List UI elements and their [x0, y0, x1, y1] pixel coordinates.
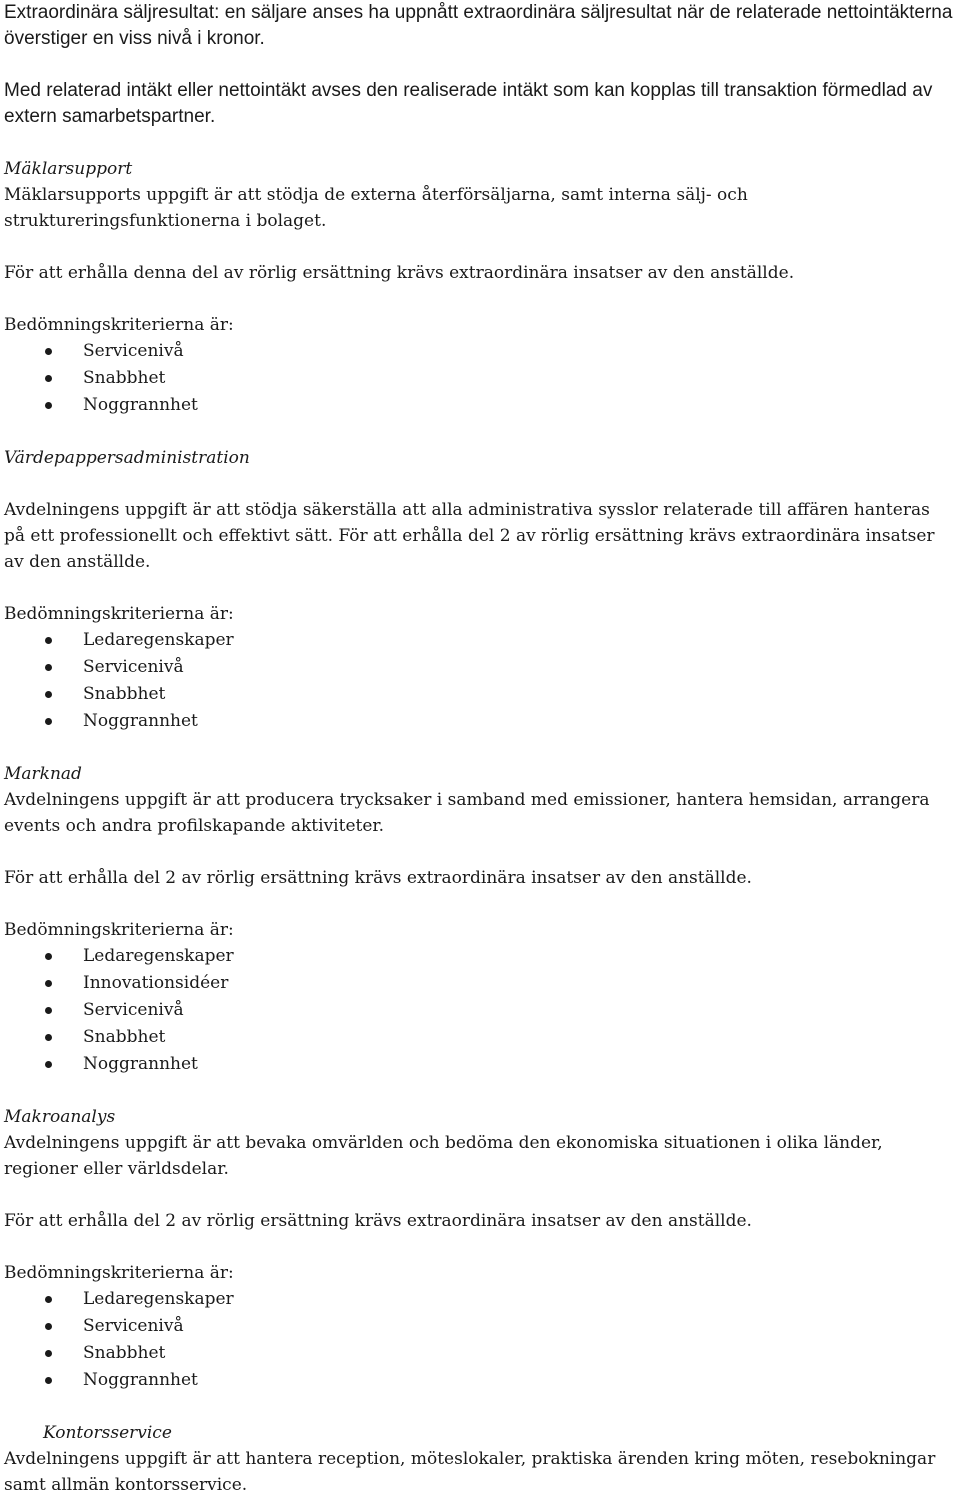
- criteria-item: Snabbhet: [4, 365, 956, 392]
- criteria-label: Bedömningskriterierna är:: [4, 604, 234, 624]
- criteria-item: Noggrannhet: [4, 392, 956, 419]
- criteria-item: Ledaregenskaper: [4, 627, 956, 654]
- criteria-item: Servicenivå: [4, 1313, 956, 1340]
- section-body: Avdelningens uppgift är att hantera reception, möteslokaler, praktiska ärenden kring möten, resebokningar samt allmän kontorsservice.: [4, 1449, 936, 1495]
- section-maklarsupport: [4, 156, 956, 419]
- criteria-item: Innovationsidéer: [4, 970, 956, 997]
- criteria-label: Bedömningskriterierna är:: [4, 920, 234, 940]
- criteria-item: Servicenivå: [4, 338, 956, 365]
- section-body: Mäklarsupports uppgift är att stödja de externa återförsäljarna, samt interna sälj- och struktureringsfunktionerna i bolaget.: [4, 185, 748, 231]
- section-heading: Värdepappersadministration: [4, 448, 250, 468]
- criteria-item: Servicenivå: [4, 654, 956, 681]
- section-requirement: För att erhålla del 2 av rörlig ersättning krävs extraordinära insatser av den anställde.: [4, 1211, 752, 1231]
- criteria-item: Noggrannhet: [4, 708, 956, 735]
- section-heading: Marknad: [4, 764, 82, 784]
- criteria-item: Servicenivå: [4, 997, 956, 1024]
- section-requirement: För att erhålla del 2 av rörlig ersättning krävs extraordinära insatser av den anställde.: [4, 868, 752, 888]
- criteria-list: [4, 627, 956, 735]
- criteria-list: [4, 338, 956, 419]
- intro-paragraph-2: Med relaterad intäkt eller nettointäkt avses den realiserade intäkt som kan kopplas till transaktion förmedlad av extern samarbetspartner.: [4, 80, 933, 127]
- section-kontorsservice: [4, 1420, 956, 1498]
- criteria-label: Bedömningskriterierna är:: [4, 1263, 234, 1283]
- criteria-list: [4, 1286, 956, 1394]
- section-body: Avdelningens uppgift är att bevaka omvärlden och bedöma den ekonomiska situationen i olika länder, regioner eller världsdelar.: [4, 1133, 883, 1179]
- criteria-item: Noggrannhet: [4, 1051, 956, 1078]
- section-makroanalys: [4, 1104, 956, 1394]
- section-marknad: [4, 761, 956, 1078]
- criteria-item: Ledaregenskaper: [4, 1286, 956, 1313]
- document-page: [4, 0, 956, 1498]
- criteria-list: [4, 943, 956, 1078]
- criteria-item: Snabbhet: [4, 1024, 956, 1051]
- intro-paragraph-1: Extraordinära säljresultat: en säljare anses ha uppnått extraordinära säljresultat när de relaterade nettointäkterna överstiger en viss nivå i kronor.: [4, 2, 953, 49]
- section-heading: Makroanalys: [4, 1107, 116, 1127]
- section-body: Avdelningens uppgift är att producera trycksaker i samband med emissioner, hantera hemsidan, arrangera events och andra profilskapande aktiviteter.: [4, 790, 930, 836]
- section-vardepappersadministration: [4, 445, 956, 735]
- criteria-item: Ledaregenskaper: [4, 943, 956, 970]
- section-body: Avdelningens uppgift är att stödja säkerställa att alla administrativa sysslor relaterade till affären hanteras på ett professionellt och effektivt sätt. För att erhålla del 2 av rörlig ersättning krävs extraordinära insatser av den anställde.: [4, 500, 935, 572]
- criteria-item: Noggrannhet: [4, 1367, 956, 1394]
- section-requirement: För att erhålla denna del av rörlig ersättning krävs extraordinära insatser av den anställde.: [4, 263, 795, 283]
- criteria-item: Snabbhet: [4, 681, 956, 708]
- criteria-label: Bedömningskriterierna är:: [4, 315, 234, 335]
- section-heading: Kontorsservice: [43, 1423, 172, 1443]
- section-heading: Mäklarsupport: [4, 159, 133, 179]
- criteria-item: Snabbhet: [4, 1340, 956, 1367]
